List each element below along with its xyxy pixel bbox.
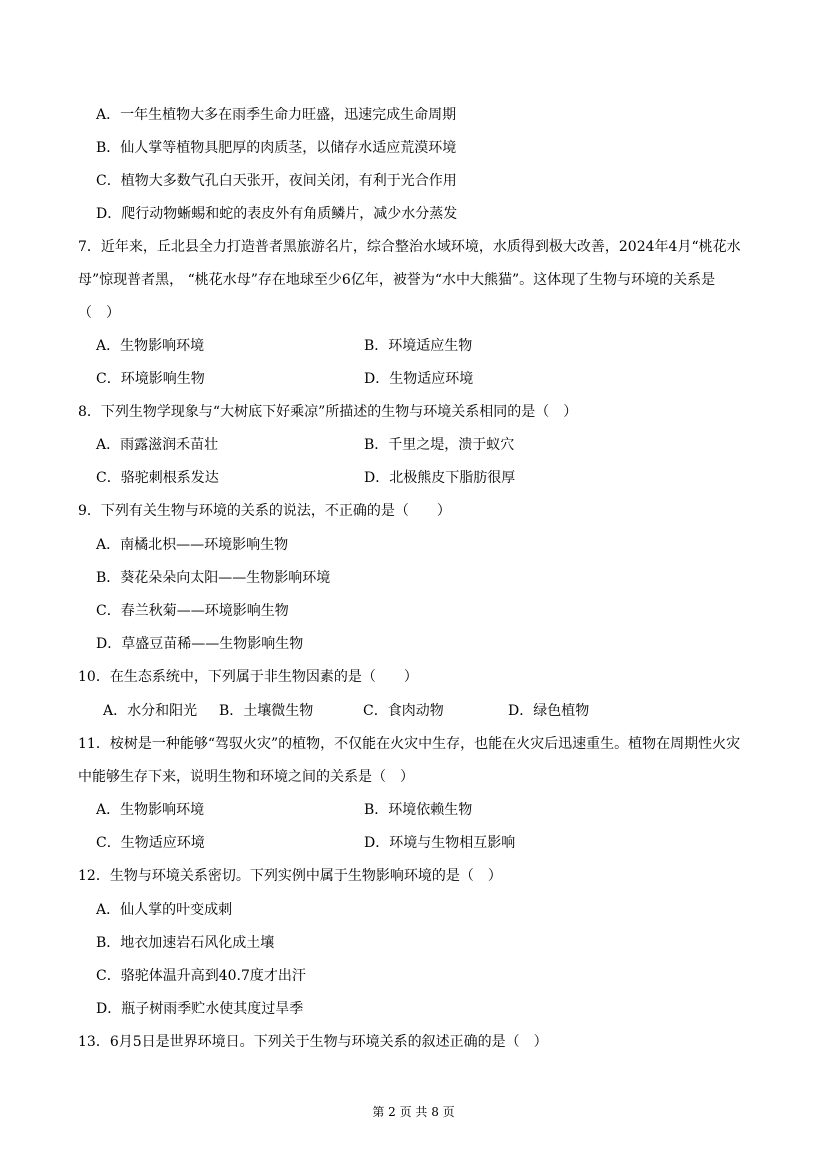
q8-option-d: D．北极熊皮下脂肪很厚 [364, 470, 516, 486]
q7-option-a: A．生物影响环境 [96, 338, 205, 354]
q7-stem-line1: 7．近年来，丘北县全力打造普者黑旅游名片，综合整治水域环境，水质得到极大改善，2024年4月“桃花水 [78, 239, 741, 255]
q8-option-b: B．千里之堤，溃于蚁穴 [364, 437, 515, 453]
q7-option-b: B．环境适应生物 [364, 338, 473, 354]
q11-stem-line2: 中能够生存下来，说明生物和环境之间的关系是（ ） [78, 769, 414, 785]
q10-stem: 10．在生态系统中，下列属于非生物因素的是（ ） [78, 669, 418, 685]
q8-option-a: A．雨露滋润禾苗壮 [96, 437, 219, 453]
q6-option-a: A．一年生植物大多在雨季生命力旺盛，迅速完成生命周期 [96, 107, 457, 123]
q11-stem-line1: 11．桉树是一种能够“驾驭火灾”的植物，不仅能在火灾中生存，也能在火灾后迅速重生。植物在周期性火灾 [78, 736, 741, 752]
q8-stem: 8．下列生物学现象与“大树底下好乘凉”所描述的生物与环境关系相同的是（ ） [78, 404, 578, 420]
q11-option-c: C．生物适应环境 [96, 835, 205, 851]
q12-option-d: D．瓶子树雨季贮水使其度过旱季 [96, 1001, 304, 1017]
q9-option-d: D．草盛豆苗稀——生物影响生物 [96, 636, 304, 652]
q7-stem-line3: （ ） [78, 305, 120, 321]
q6-option-d: D．爬行动物蜥蜴和蛇的表皮外有角质鳞片，减少水分蒸发 [96, 206, 458, 222]
q7-option-c: C．环境影响生物 [96, 371, 205, 387]
q12-option-b: B．地衣加速岩石风化成土壤 [96, 935, 275, 951]
q6-option-b: B．仙人掌等植物具肥厚的肉质茎，以储存水适应荒漠环境 [96, 140, 457, 156]
q11-option-a: A．生物影响环境 [96, 802, 205, 818]
q7-stem-line2: 母”惊现普者黑， “桃花水母”存在地球至少6亿年，被誉为“水中大熊猫”。这体现了生物与环境的关系是 [78, 272, 716, 288]
q9-option-a: A．南橘北枳——环境影响生物 [96, 537, 289, 553]
q11-option-b: B．环境依赖生物 [364, 802, 473, 818]
q9-option-c: C．春兰秋菊——环境影响生物 [96, 603, 289, 619]
q7-option-d: D．生物适应环境 [364, 371, 474, 387]
q10-option-b: B．土壤微生物 [219, 703, 314, 719]
q10-option-c: C．食肉动物 [363, 703, 444, 719]
page-footer: 第 2 页 共 8 页 [372, 1105, 455, 1119]
q12-option-c: C．骆驼体温升高到40.7度才出汗 [96, 968, 306, 984]
q12-option-a: A．仙人掌的叶变成刺 [96, 902, 233, 918]
q9-stem: 9．下列有关生物与环境的关系的说法，不正确的是（ ） [78, 503, 451, 519]
q8-option-c: C．骆驼刺根系发达 [96, 470, 219, 486]
q6-option-c: C．植物大多数气孔白天张开，夜间关闭，有利于光合作用 [96, 173, 457, 189]
q12-stem: 12．生物与环境关系密切。下列实例中属于生物影响环境的是（ ） [78, 868, 502, 884]
q11-option-d: D．环境与生物相互影响 [364, 835, 516, 851]
q9-option-b: B．葵花朵朵向太阳——生物影响环境 [96, 570, 331, 586]
q10-option-a: A．水分和阳光 [103, 703, 198, 719]
q13-stem: 13．6月5日是世界环境日。下列关于生物与环境关系的叙述正确的是（ ） [78, 1034, 548, 1050]
q10-option-d: D．绿色植物 [508, 703, 590, 719]
